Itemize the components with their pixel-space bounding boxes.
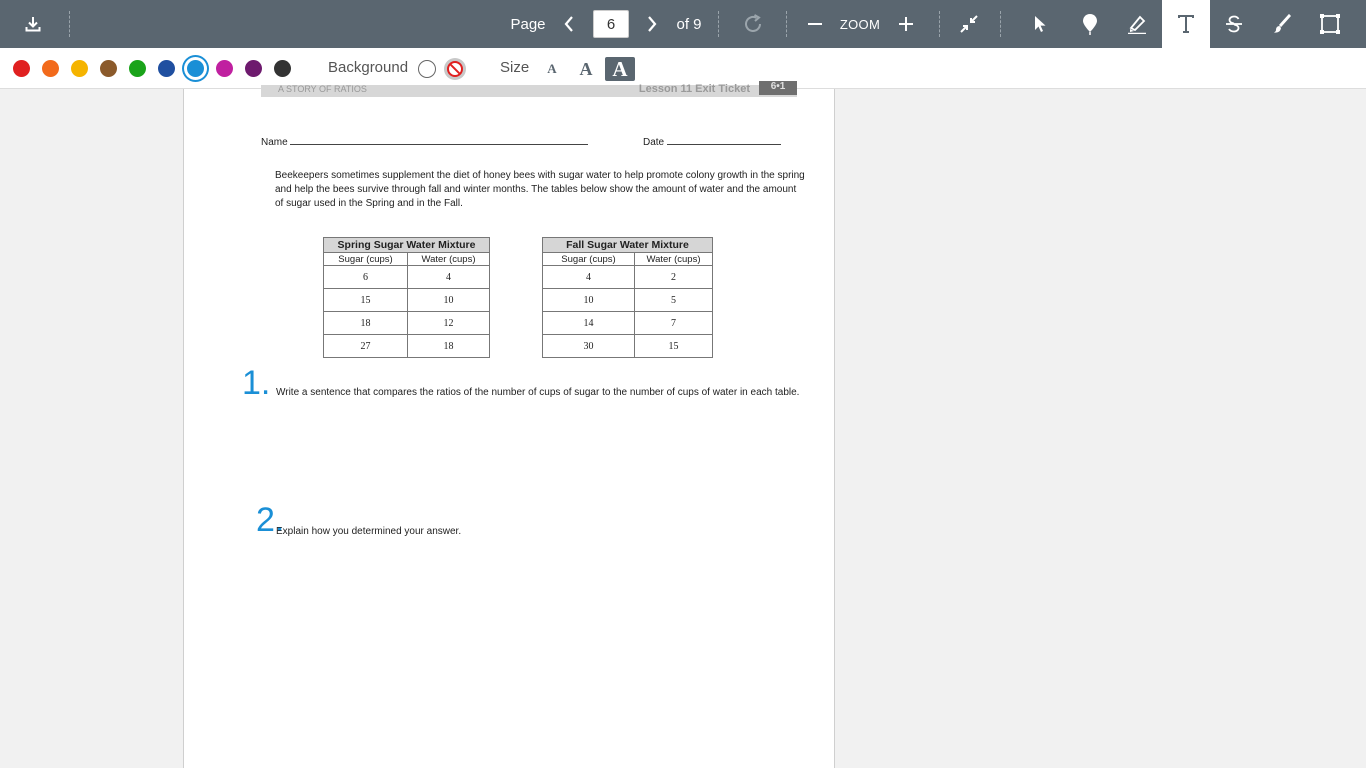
toolbar-divider — [69, 11, 70, 37]
background-none-option[interactable] — [418, 60, 436, 78]
top-toolbar — [0, 0, 1366, 48]
intro-paragraph — [275, 169, 815, 211]
toolbar-divider — [718, 11, 719, 37]
color-swatch[interactable] — [158, 60, 175, 77]
select-tool-button[interactable] — [1018, 0, 1062, 48]
date-label: Date — [643, 137, 665, 148]
table-cell: 14 — [543, 312, 635, 335]
header-box: 6•1 — [759, 81, 797, 95]
table-cell: 15 — [635, 335, 713, 358]
name-field — [261, 135, 588, 150]
fall-table-title: Fall Sugar Water Mixture — [543, 238, 713, 253]
highlighter-icon — [1127, 14, 1147, 34]
color-swatch[interactable] — [42, 60, 59, 77]
next-page-button[interactable] — [641, 0, 663, 48]
table-row — [543, 312, 713, 335]
header-left: A STORY OF RATIOS — [278, 84, 367, 94]
color-swatch[interactable] — [129, 60, 146, 77]
draw-tool-button[interactable] — [1260, 0, 1304, 48]
zoom-out-button[interactable] — [803, 0, 827, 48]
rotate-icon — [742, 13, 764, 35]
color-swatch[interactable] — [13, 60, 30, 77]
fit-page-button[interactable] — [955, 0, 983, 48]
table-cell: 5 — [635, 289, 713, 312]
color-swatch[interactable] — [71, 60, 88, 77]
background-label: Background — [328, 59, 409, 76]
cursor-icon — [1032, 14, 1048, 34]
toolbar-divider — [939, 11, 940, 37]
text-tool-icon — [1177, 14, 1195, 34]
fall-col-water: Water (cups) — [635, 253, 713, 266]
table-row — [543, 335, 713, 358]
square-shape-icon — [1319, 13, 1341, 35]
download-button[interactable] — [14, 0, 52, 48]
question-1: Write a sentence that compares the ratios of the number of cups of sugar to the number of cups of water in each table. — [276, 387, 800, 398]
table-row — [324, 266, 490, 289]
table-row — [324, 289, 490, 312]
table-cell: 4 — [543, 266, 635, 289]
table-cell: 4 — [408, 266, 490, 289]
text-annotation-2[interactable]: 2. — [256, 501, 285, 539]
strikethrough-icon — [1224, 14, 1244, 34]
table-cell: 2 — [635, 266, 713, 289]
table-cell: 6 — [324, 266, 408, 289]
zoom-in-button[interactable] — [894, 0, 918, 48]
table-cell: 30 — [543, 335, 635, 358]
fall-col-sugar: Sugar (cups) — [543, 253, 635, 266]
color-swatch[interactable] — [100, 60, 117, 77]
table-row — [543, 289, 713, 312]
prev-page-button[interactable] — [558, 0, 580, 48]
spring-col-water: Water (cups) — [408, 253, 490, 266]
shape-tool-button[interactable] — [1308, 0, 1352, 48]
highlight-tool-button[interactable] — [1115, 0, 1159, 48]
collapse-icon — [959, 14, 979, 34]
document-page — [183, 81, 835, 768]
paragraph-line: Beekeepers sometimes supplement the diet of honey bees with sugar water to help promote colony growth in the spring — [275, 170, 805, 181]
rotate-button[interactable] — [738, 0, 768, 48]
table-cell: 10 — [543, 289, 635, 312]
minus-icon — [807, 16, 823, 32]
toolbar-divider — [786, 11, 787, 37]
page-total: of 9 — [676, 15, 702, 33]
toolbar-divider — [1000, 11, 1001, 37]
table-cell: 15 — [324, 289, 408, 312]
paragraph-line: and help the bees survive through fall and winter months. The tables below show the amount of water and the amount — [275, 184, 797, 195]
background-block-option[interactable] — [444, 58, 466, 80]
date-field — [643, 135, 781, 150]
color-swatch[interactable] — [274, 60, 291, 77]
table-row — [543, 266, 713, 289]
download-icon — [23, 14, 43, 34]
page-label: Page — [510, 15, 546, 33]
table-cell: 12 — [408, 312, 490, 335]
table-cell: 27 — [324, 335, 408, 358]
table-row — [324, 312, 490, 335]
name-label: Name — [261, 137, 288, 148]
fall-table — [542, 237, 713, 358]
spring-table — [323, 237, 490, 358]
map-pin-icon — [1081, 13, 1099, 35]
color-swatch[interactable] — [245, 60, 262, 77]
table-row — [324, 335, 490, 358]
size-label: Size — [500, 59, 530, 76]
chevron-left-icon — [563, 15, 575, 33]
table-cell: 10 — [408, 289, 490, 312]
size-medium-button[interactable]: A — [579, 58, 593, 79]
table-cell: 18 — [408, 335, 490, 358]
no-symbol-icon — [446, 60, 464, 78]
spring-table-title: Spring Sugar Water Mixture — [324, 238, 490, 253]
plus-icon — [898, 16, 914, 32]
color-swatch[interactable] — [216, 60, 233, 77]
page-header — [261, 81, 797, 97]
page-number-input[interactable] — [593, 10, 629, 38]
table-cell: 7 — [635, 312, 713, 335]
strikethrough-tool-button[interactable] — [1212, 0, 1256, 48]
question-2: Explain how you determined your answer. — [276, 526, 462, 537]
paintbrush-icon — [1272, 14, 1292, 34]
size-small-button[interactable]: A — [547, 61, 557, 76]
text-tool-button[interactable] — [1162, 0, 1210, 48]
size-large-button[interactable]: A — [605, 57, 635, 81]
zoom-label: ZOOM — [839, 16, 881, 32]
color-swatch[interactable] — [187, 60, 204, 77]
paragraph-line: of sugar used in the Spring and in the Fall. — [275, 198, 463, 209]
header-right: Lesson 11 Exit Ticket — [638, 83, 750, 95]
chevron-right-icon — [646, 15, 658, 33]
pin-tool-button[interactable] — [1068, 0, 1112, 48]
table-cell: 18 — [324, 312, 408, 335]
text-annotation-1[interactable]: 1. — [242, 364, 271, 402]
spring-col-sugar: Sugar (cups) — [324, 253, 408, 266]
